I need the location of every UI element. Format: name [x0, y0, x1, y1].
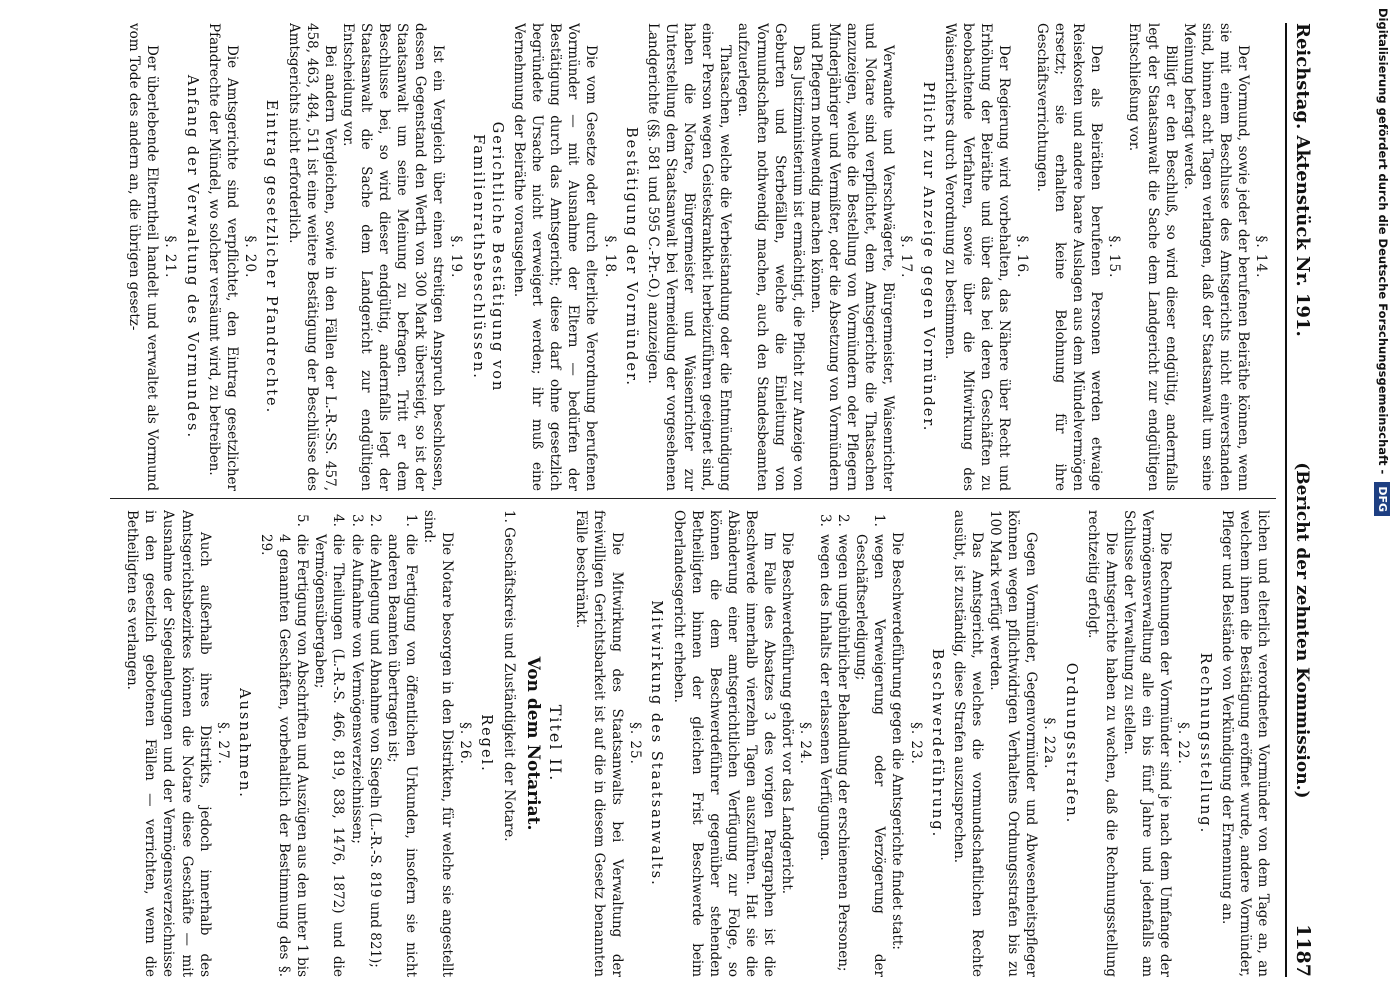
- subheading: Mitwirkung des Staatsanwalts.: [648, 600, 665, 887]
- column-divider: [110, 498, 1276, 499]
- list-item: 1. wegen Verweigerung oder Verzögerung der Geschäftserledigung;: [853, 514, 888, 977]
- section-heading: §. 17.: [898, 235, 915, 279]
- paragraph: Ist ein Vergleich über einen streitigen Anspruch beschlossen, dessen Gegenstand den Werth von 300 Mark übersteigt, so ist der Staatsanwalt um seine Meinung zu befragen. Tritt er dem Beschlusse bei, so wird dieser endgültig, andernfalls legt der Staatsanwalt die Sache dem Landgericht zur endgültigen Entscheidung vor.: [339, 23, 447, 491]
- chapter-heading: 1. Geschäftskreis und Zuständigkeit der Notare.: [500, 510, 517, 842]
- page-number: 1187: [1292, 924, 1315, 977]
- paragraph: Die Amtsgerichte haben zu wachen, daß die Rechnungsstellung rechtzeitig erfolgt.: [1084, 510, 1120, 977]
- paragraph: Die Beschwerdeführung gehört vor das Landgericht.: [779, 532, 796, 895]
- list-item: 3. wegen des Inhalts der erlassenen Verfügungen.: [817, 514, 834, 861]
- right-column: [88, 510, 1272, 977]
- list-item: 2. die Anlegung und Abnahme von Siegeln (L.-R.-S. 819 und 821);: [366, 514, 383, 968]
- section-heading: §. 22a.: [1041, 717, 1058, 770]
- list-item-text: die Anlegung und Abnahme von Siegeln (L.-R.-S. 819 und 821);: [366, 534, 383, 968]
- digitization-stamp: [1372, 8, 1394, 748]
- paragraph: Die Rechnungen der Vormünder sind je nach dem Umfange der Vermögensverwaltung alle ein bis fünf Jahre und jedenfalls am Schlusse der Verwaltung zu stellen.: [1121, 510, 1174, 977]
- paragraph: Gegen Vormünder, Gegenvormünder und Abwesenheitspfleger können wegen pflichtwidrigen Verhaltens Ordnungsstrafen bis zu 100 Mark verfügt werden.: [987, 510, 1040, 977]
- section-heading: §. 25.: [627, 722, 644, 765]
- paragraph: Billigt er den Beschluß, so wird dieser endgültig, andernfalls legt der Staatsanwalt die Sache dem Landgericht zur endgültigen Entschließung vor.: [1126, 23, 1179, 491]
- paragraph: Verwandte und Verschwägerte, Bürgermeister, Waisenrichter und Notare sind verpflichtet, dem Amtsgerichte die Thatsachen anzuzeigen, welche die Bestellung von Vormündern oder Pflegern Minderjähriger und Vermißter, oder die Absetzung von Vormündern und Pflegern nothwendig machen können.: [807, 23, 897, 491]
- subheading: Ausnahmen.: [236, 688, 253, 799]
- list-item-text: die Theilungen (L.-R.-S. 466, 819, 838, 1476, 1872) und die Vermögensübergaben;: [312, 534, 347, 977]
- list-item-text: die Aufnahme von Vermögensverzeichnissen;: [348, 534, 365, 844]
- subheading: Eintrag gesetzlicher Pfandrechte.: [263, 99, 280, 415]
- paragraph: Den als Beiräthen berufenen Personen werden etwaige Reisekosten und andere baare Auslagen aus dem Mündelvermögen ersetzt; sie erhalten keine Belohnung für ihre Geschäftsverrichtungen.: [1034, 23, 1105, 491]
- subheading: Pflicht zur Anzeige gegen Vormünder.: [919, 81, 936, 433]
- left-column: [88, 23, 1272, 491]
- list-item-text: die Fertigung von öffentlichen Urkunden, insofern sie nicht anderen Beamten übertragen ist;: [384, 534, 419, 977]
- paragraph: Auch außerhalb ihres Distrikts, jedoch innerhalb des Amtsgerichtsbezirkes können die Notare diese Geschäfte — mit Ausnahme der Siegelanlegungen und der Vermögensverzeichnisse in den gesetzlich gebotenen Fällen — verrichten, wenn die Betheiligten es verlangen.: [124, 510, 213, 977]
- title-number: Titel II.: [545, 704, 565, 783]
- section-heading: §. 19.: [448, 235, 465, 279]
- dfg-logo: DFG: [1374, 482, 1390, 516]
- section-heading: §. 27.: [214, 722, 231, 765]
- paragraph: Im Falle des Absatzes 3 des vorigen Paragraphen ist die Beschwerde innerhalb vierzehn Tagen auszuführen. Hat sie die Abänderung einer amtsgerichtlichen Verfügung zur Folge, so können die dem Beschwerdeführer gegenüber stehenden Betheiligten binnen der gleichen Frist Beschwerde beim Oberlandesgericht erheben.: [670, 510, 777, 977]
- paragraph: Bei andern Vergleichen, sowie in den Fällen der L.-R.-SS. 457, 458, 463, 484, 511 ist eine weitere Bestätigung der Beschlüsse des Amtsgerichts nicht erforderlich.: [285, 23, 338, 491]
- list-item: 5. die Fertigung von Abschriften und Auszügen aus den unter 1 bis 4 genannten Geschäften, vorbehaltlich der Bestimmung des §. 29.: [258, 514, 311, 977]
- section-heading: §. 21.: [162, 235, 179, 279]
- section-heading: §. 20.: [242, 235, 259, 279]
- paragraph: Thatsachen, welche die Verbeistandung oder die Entmündigung einer Person wegen Geisteskrankheit herbeizuführen geeignet sind, haben die Notare, Bürgermeister und Waisenrichter zur Unterstellung dem Staatsanwalt bei Vermeidung der vorgesehenen Landgerichte (§§. 581 und 595 C.-Pr.-O.) anzuzeigen.: [645, 23, 734, 491]
- list-item-text: wegen des Inhalts der erlassenen Verfügungen.: [817, 534, 834, 861]
- list-item: 4. die Theilungen (L.-R.-S. 466, 819, 838, 1476, 1872) und die Vermögensübergaben;: [312, 514, 347, 977]
- paragraph: Das Amtsgericht, welches die vormundschaftlichen Rechte ausübt, ist zuständig, diese Strafen auszusprechen.: [951, 510, 986, 977]
- list-item-text: wegen ungebührlicher Behandlung der erschienenen Personen;: [835, 534, 852, 972]
- list-item: 2. wegen ungebührlicher Behandlung der erschienenen Personen;: [835, 514, 852, 972]
- list-item: 3. die Aufnahme von Vermögensverzeichnissen;: [348, 514, 365, 844]
- list-item-text: wegen Verweigerung oder Verzögerung der Geschäftserledigung;: [853, 534, 888, 977]
- paragraph: Der Vormund, sowie jeder der berufenen Beiräthe können, wenn sie mit einem Beschlusse des Amtsgerichts nicht einverstanden sind, binnen acht Tagen verlangen, daß der Staatsanwalt um seine Meinung befragt werde.: [1180, 23, 1251, 491]
- section-heading: §. 24.: [797, 722, 814, 765]
- subheading: Rechnungsstellung.: [1196, 652, 1213, 835]
- header-middle: (Bericht der zehnten Kommission.): [1291, 462, 1312, 799]
- paragraph: Die Beschwerdeführung gegen die Amtsgerichte findet statt:: [889, 532, 906, 950]
- section-heading: §. 23.: [907, 722, 924, 765]
- paragraph: Die Amtsgerichte sind verpflichtet, den Eintrag gesetzlicher Pfandrechte der Mündel, wo solcher versäumt wird, zu betreiben.: [205, 23, 240, 491]
- section-heading: §. 22.: [1175, 722, 1192, 765]
- numbered-list: [257, 510, 420, 977]
- paragraph: Der Regierung wird vorbehalten, das Nähere über Recht und Erhöhung der Beiräthe und über das bei deren Geschäften zu beobachtende Verfahren, sowie über die Mitwirkung des Waisenrichters durch Verordnung zu bestimmen.: [941, 23, 1012, 491]
- stamp-text: Digitalisierung gefördert durch die Deutsche Forschungsgemeinschaft -: [1376, 8, 1390, 475]
- document-page: [80, 5, 1320, 995]
- numbered-list: [816, 510, 888, 977]
- section-heading: §. 18.: [601, 235, 618, 279]
- subheading: Beschwerdeführung.: [928, 648, 945, 839]
- section-heading: §. 26.: [457, 722, 474, 765]
- title-heading: Von dem Notariat.: [523, 656, 544, 831]
- paragraph: Das Justizministerium ist ermächtigt, die Pflicht zur Anzeige von Geburten und Sterbefällen, welche die Einleitung von Vormundschaften nothwendig machen, auch den Standesbeamten aufzuerlegen.: [735, 23, 806, 491]
- paragraph: Die Mitwirkung des Staatsanwalts bei Verwaltung der freiwilligen Gerichtsbarkeit ist auf die in diesem Gesetz benannten Fälle beschränkt.: [572, 510, 625, 977]
- header-left: Reichstag. Aktenstück Nr. 191.: [1292, 23, 1314, 337]
- subheading: Regel.: [478, 714, 495, 773]
- subheading: Ordnungsstrafen.: [1062, 662, 1079, 825]
- paragraph: lichen und elterlich verordneten Vormünder von dem Tage an, an welchem ihnen die Bestätigung eröffnet wurde, andere Vormünder, Pfleger und Beistände von Verkündigung der Ernennung an.: [1218, 510, 1271, 977]
- page-header: [1285, 23, 1320, 977]
- list-item: 1. die Fertigung von öffentlichen Urkunden, insofern sie nicht anderen Beamten übertragen ist;: [384, 514, 419, 977]
- paragraph: Der überlebende Elterntheil handelt und verwaltet als Vormund vom Tode des andern an, die übrigen gesetz-: [126, 23, 161, 491]
- section-heading: §. 15.: [1106, 235, 1123, 279]
- list-item-text: die Fertigung von Abschriften und Auszügen aus den unter 1 bis 4 genannten Geschäften, vorbehaltlich der Bestimmung des §. 29.: [258, 534, 311, 977]
- subheading: Anfang der Verwaltung des Vormundes.: [183, 74, 200, 440]
- subheading: Gerichtliche Bestätigung von Familienrathsbeschlüssen.: [469, 121, 506, 393]
- paragraph: Die Notare besorgen in den Distrikten, für welche sie angestellt sind:: [420, 510, 455, 977]
- paragraph: Die vom Gesetze oder durch elterliche Verordnung berufenen Vormünder — mit Ausnahme der Eltern — bedürfen der Bestätigung durch das Amtsgericht; diese darf ohne gesetzlich begründete Ursache nicht verweigert werden; ihr muß eine Vernehmung der Beiräthe vorausgehen.: [511, 23, 600, 491]
- section-heading: §. 14.: [1253, 235, 1269, 279]
- subheading: Bestätigung der Vormünder.: [623, 127, 639, 387]
- section-heading: §. 16.: [1013, 235, 1030, 279]
